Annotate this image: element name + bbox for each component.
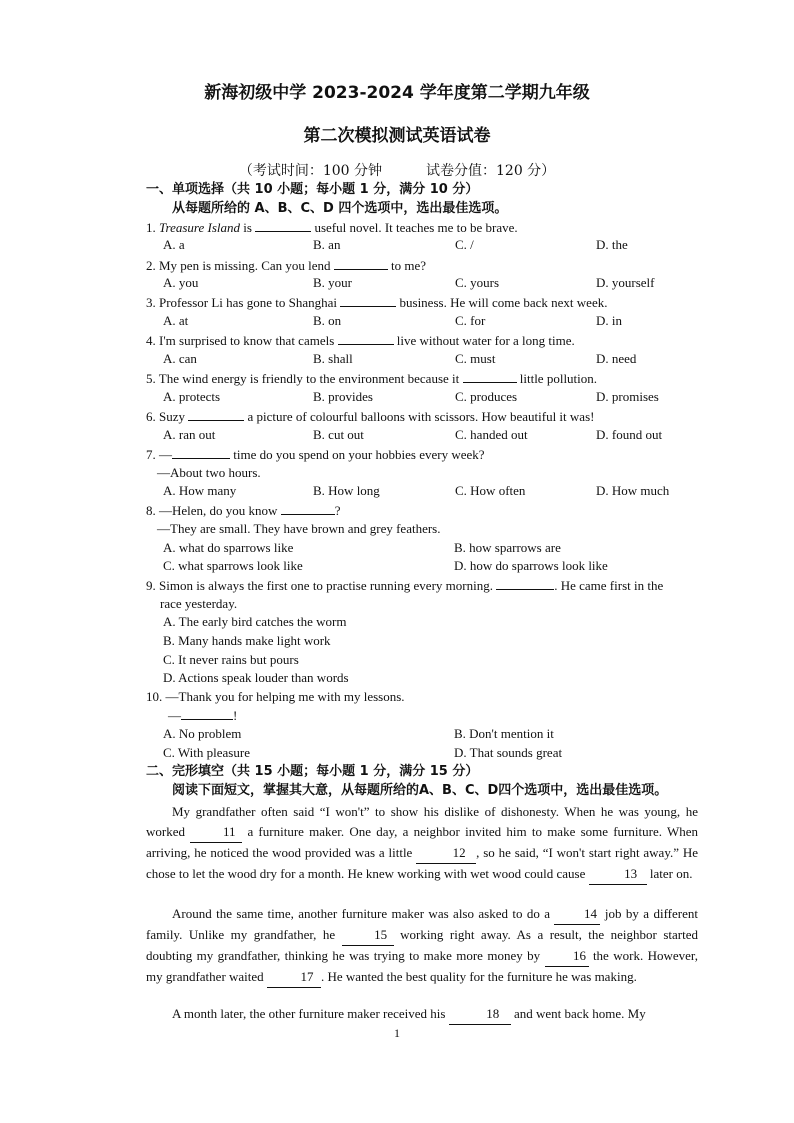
- option-a: A. a: [163, 237, 185, 252]
- blank-number: 12: [416, 843, 476, 864]
- option-d: D. the: [596, 237, 628, 252]
- option-a: A. what do sparrows like: [163, 540, 294, 555]
- question-4: [146, 331, 575, 350]
- option-c: C. produces: [455, 389, 518, 404]
- option-a: A. protects: [163, 389, 221, 404]
- option-a: A. you: [163, 275, 199, 290]
- cloze-paragraph-3: [146, 1004, 698, 1025]
- option-b: B. shall: [313, 351, 353, 366]
- question-text: —Helen, do you know: [159, 503, 281, 518]
- question-text: to me?: [387, 258, 427, 273]
- option-c: C. /: [455, 237, 474, 252]
- blank-number: 15: [342, 925, 394, 946]
- question-5: [146, 369, 597, 388]
- blank-number: 14: [554, 904, 600, 925]
- question-number: 2.: [146, 258, 156, 273]
- option-a: A. The early bird catches the worm: [163, 614, 347, 629]
- blank-number: 17: [267, 967, 321, 988]
- option-d: D. in: [596, 313, 622, 328]
- option-c: C. yours: [455, 275, 500, 290]
- option-d: D. how do sparrows look like: [454, 558, 608, 573]
- option-a: A. ran out: [163, 427, 216, 442]
- answer-blank: [496, 576, 554, 590]
- question-text: ?: [334, 503, 341, 518]
- question-number: 5.: [146, 371, 156, 386]
- question-text: I'm surprised to know that camels: [159, 333, 338, 348]
- answer-blank: [340, 293, 396, 307]
- question-7: [146, 445, 485, 464]
- option-d: D. found out: [596, 427, 663, 442]
- question-8: [146, 501, 340, 520]
- option-a: A. How many: [163, 483, 237, 498]
- question-text: —: [159, 447, 172, 462]
- question-9: [146, 576, 663, 595]
- question-text: Professor Li has gone to Shanghai: [159, 295, 341, 310]
- option-d: D. promises: [596, 389, 659, 404]
- exam-title-line2: 第二次模拟测试英语试卷: [303, 126, 491, 146]
- option-b: B. Many hands make light work: [163, 633, 331, 648]
- option-d: D. yourself: [596, 275, 655, 290]
- question-7-reply: —About two hours.: [157, 465, 261, 480]
- question-8-reply: —They are small. They have brown and grey feathers.: [157, 521, 441, 536]
- question-9-continued: race yesterday.: [160, 596, 238, 611]
- question-number: 1.: [146, 220, 156, 235]
- question-text: —: [168, 708, 181, 723]
- blank-number: 18: [449, 1004, 511, 1025]
- option-c: C. for: [455, 313, 486, 328]
- book-title: Treasure Island: [159, 220, 241, 235]
- paragraph-text: the work. However, my grandfather waited: [146, 948, 698, 984]
- question-10: [146, 688, 405, 706]
- paragraph-text: , so he said, “I won't start right away.” He chose to let the wood dry for a month. He knew working with wet wood could cause: [146, 845, 698, 881]
- answer-blank: [334, 256, 388, 270]
- exam-title-line1: 新海初级中学 2023-2024 学年度第二学期九年级: [204, 83, 590, 103]
- question-text: is: [240, 220, 256, 235]
- question-number: 7.: [146, 447, 156, 462]
- question-number: 10.: [146, 689, 163, 704]
- question-10-reply: [168, 706, 237, 725]
- blank-number: 16: [545, 946, 589, 967]
- option-b: B. How long: [313, 483, 380, 498]
- option-c: C. With pleasure: [163, 745, 250, 760]
- answer-blank: [338, 331, 394, 345]
- question-text: business. He will come back next week.: [396, 295, 608, 310]
- exam-time: （考试时间：100 分钟: [238, 163, 382, 179]
- option-b: B. how sparrows are: [454, 540, 561, 555]
- question-text: —Thank you for helping me with my lessons.: [165, 689, 405, 704]
- option-b: B. cut out: [313, 427, 364, 442]
- option-b: B. provides: [313, 389, 373, 404]
- cloze-paragraph-2: [146, 904, 698, 988]
- question-text: little pollution.: [516, 371, 598, 386]
- question-1: [146, 218, 518, 237]
- option-b: B. your: [313, 275, 352, 290]
- option-d: D. That sounds great: [454, 745, 563, 760]
- question-number: 4.: [146, 333, 156, 348]
- exam-info: [0, 160, 794, 180]
- section1-instruction: 从每题所给的 A、B、C、D 四个选项中，选出最佳选项。: [172, 201, 508, 216]
- question-text: The wind energy is friendly to the environment because it: [158, 371, 463, 386]
- question-3: [146, 293, 607, 312]
- option-d: D. How much: [596, 483, 670, 498]
- question-text: !: [233, 708, 238, 723]
- paragraph-text: job by a different family. Unlike my grandfather, he: [146, 906, 698, 942]
- option-a: A. can: [163, 351, 197, 366]
- option-c: C. what sparrows look like: [163, 558, 303, 573]
- question-text: Simon is always the first one to practise running every morning.: [159, 578, 497, 593]
- question-number: 6.: [146, 409, 156, 424]
- option-c: C. How often: [455, 483, 526, 498]
- question-number: 3.: [146, 295, 156, 310]
- question-text: useful novel. It teaches me to be brave.: [311, 220, 518, 235]
- answer-blank: [172, 445, 230, 459]
- question-text: My pen is missing. Can you lend: [159, 258, 334, 273]
- question-text: a picture of colourful balloons with scissors. How beautiful it was!: [244, 409, 595, 424]
- section1-heading: 一、单项选择（共 10 小题；每小题 1 分，满分 10 分）: [146, 182, 479, 197]
- blank-number: 13: [589, 864, 647, 885]
- question-text: . He came first in the: [554, 578, 664, 593]
- question-text: Suzy: [159, 409, 189, 424]
- blank-number: 11: [190, 822, 242, 843]
- option-a: A. No problem: [163, 726, 242, 741]
- question-2: [146, 256, 426, 275]
- option-d: D. Actions speak louder than words: [163, 670, 349, 685]
- answer-blank: [463, 369, 517, 383]
- paragraph-text: . He wanted the best quality for the furniture he was making.: [320, 969, 637, 984]
- question-text: live without water for a long time.: [393, 333, 575, 348]
- answer-blank: [255, 218, 311, 232]
- section2-instruction: 阅读下面短文，掌握其大意，从每题所给的A、B、C、D四个选项中，选出最佳选项。: [172, 783, 668, 798]
- option-c: C. handed out: [455, 427, 528, 442]
- option-b: B. Don't mention it: [454, 726, 554, 741]
- option-a: A. at: [163, 313, 189, 328]
- option-b: B. on: [313, 313, 342, 328]
- question-number: 9.: [146, 578, 156, 593]
- answer-blank: [281, 501, 335, 515]
- option-c: C. It never rains but pours: [163, 652, 299, 667]
- paragraph-text: A month later, the other furniture maker received his: [172, 1006, 449, 1021]
- paragraph-text: My grandfather often said “I won't” to show his dislike of dishonesty. When he was young, he worked: [146, 804, 698, 839]
- paragraph-text: working right away. As a result, the neighbor started doubting my grandfather, thinking he was trying to make more money by: [146, 927, 698, 963]
- paragraph-text: a furniture maker. One day, a neighbor invited him to make some furniture. When arriving, he noticed the wood provided was a little: [146, 824, 698, 860]
- answer-blank: [181, 706, 233, 720]
- exam-score: 试卷分值：120 分）: [426, 163, 556, 179]
- paragraph-text: and went back home. My: [510, 1006, 646, 1021]
- question-number: 8.: [146, 503, 156, 518]
- page-number: 1: [394, 1026, 400, 1040]
- section2-heading: 二、完形填空（共 15 小题；每小题 1 分，满分 15 分）: [146, 764, 479, 779]
- option-b: B. an: [313, 237, 341, 252]
- paragraph-text: later on.: [646, 866, 693, 881]
- question-6: [146, 407, 594, 426]
- paragraph-text: Around the same time, another furniture maker was also asked to do a: [172, 906, 555, 921]
- question-text: time do you spend on your hobbies every week?: [230, 447, 485, 462]
- option-c: C. must: [455, 351, 496, 366]
- answer-blank: [188, 407, 244, 421]
- cloze-paragraph-1: [146, 802, 698, 885]
- option-d: D. need: [596, 351, 637, 366]
